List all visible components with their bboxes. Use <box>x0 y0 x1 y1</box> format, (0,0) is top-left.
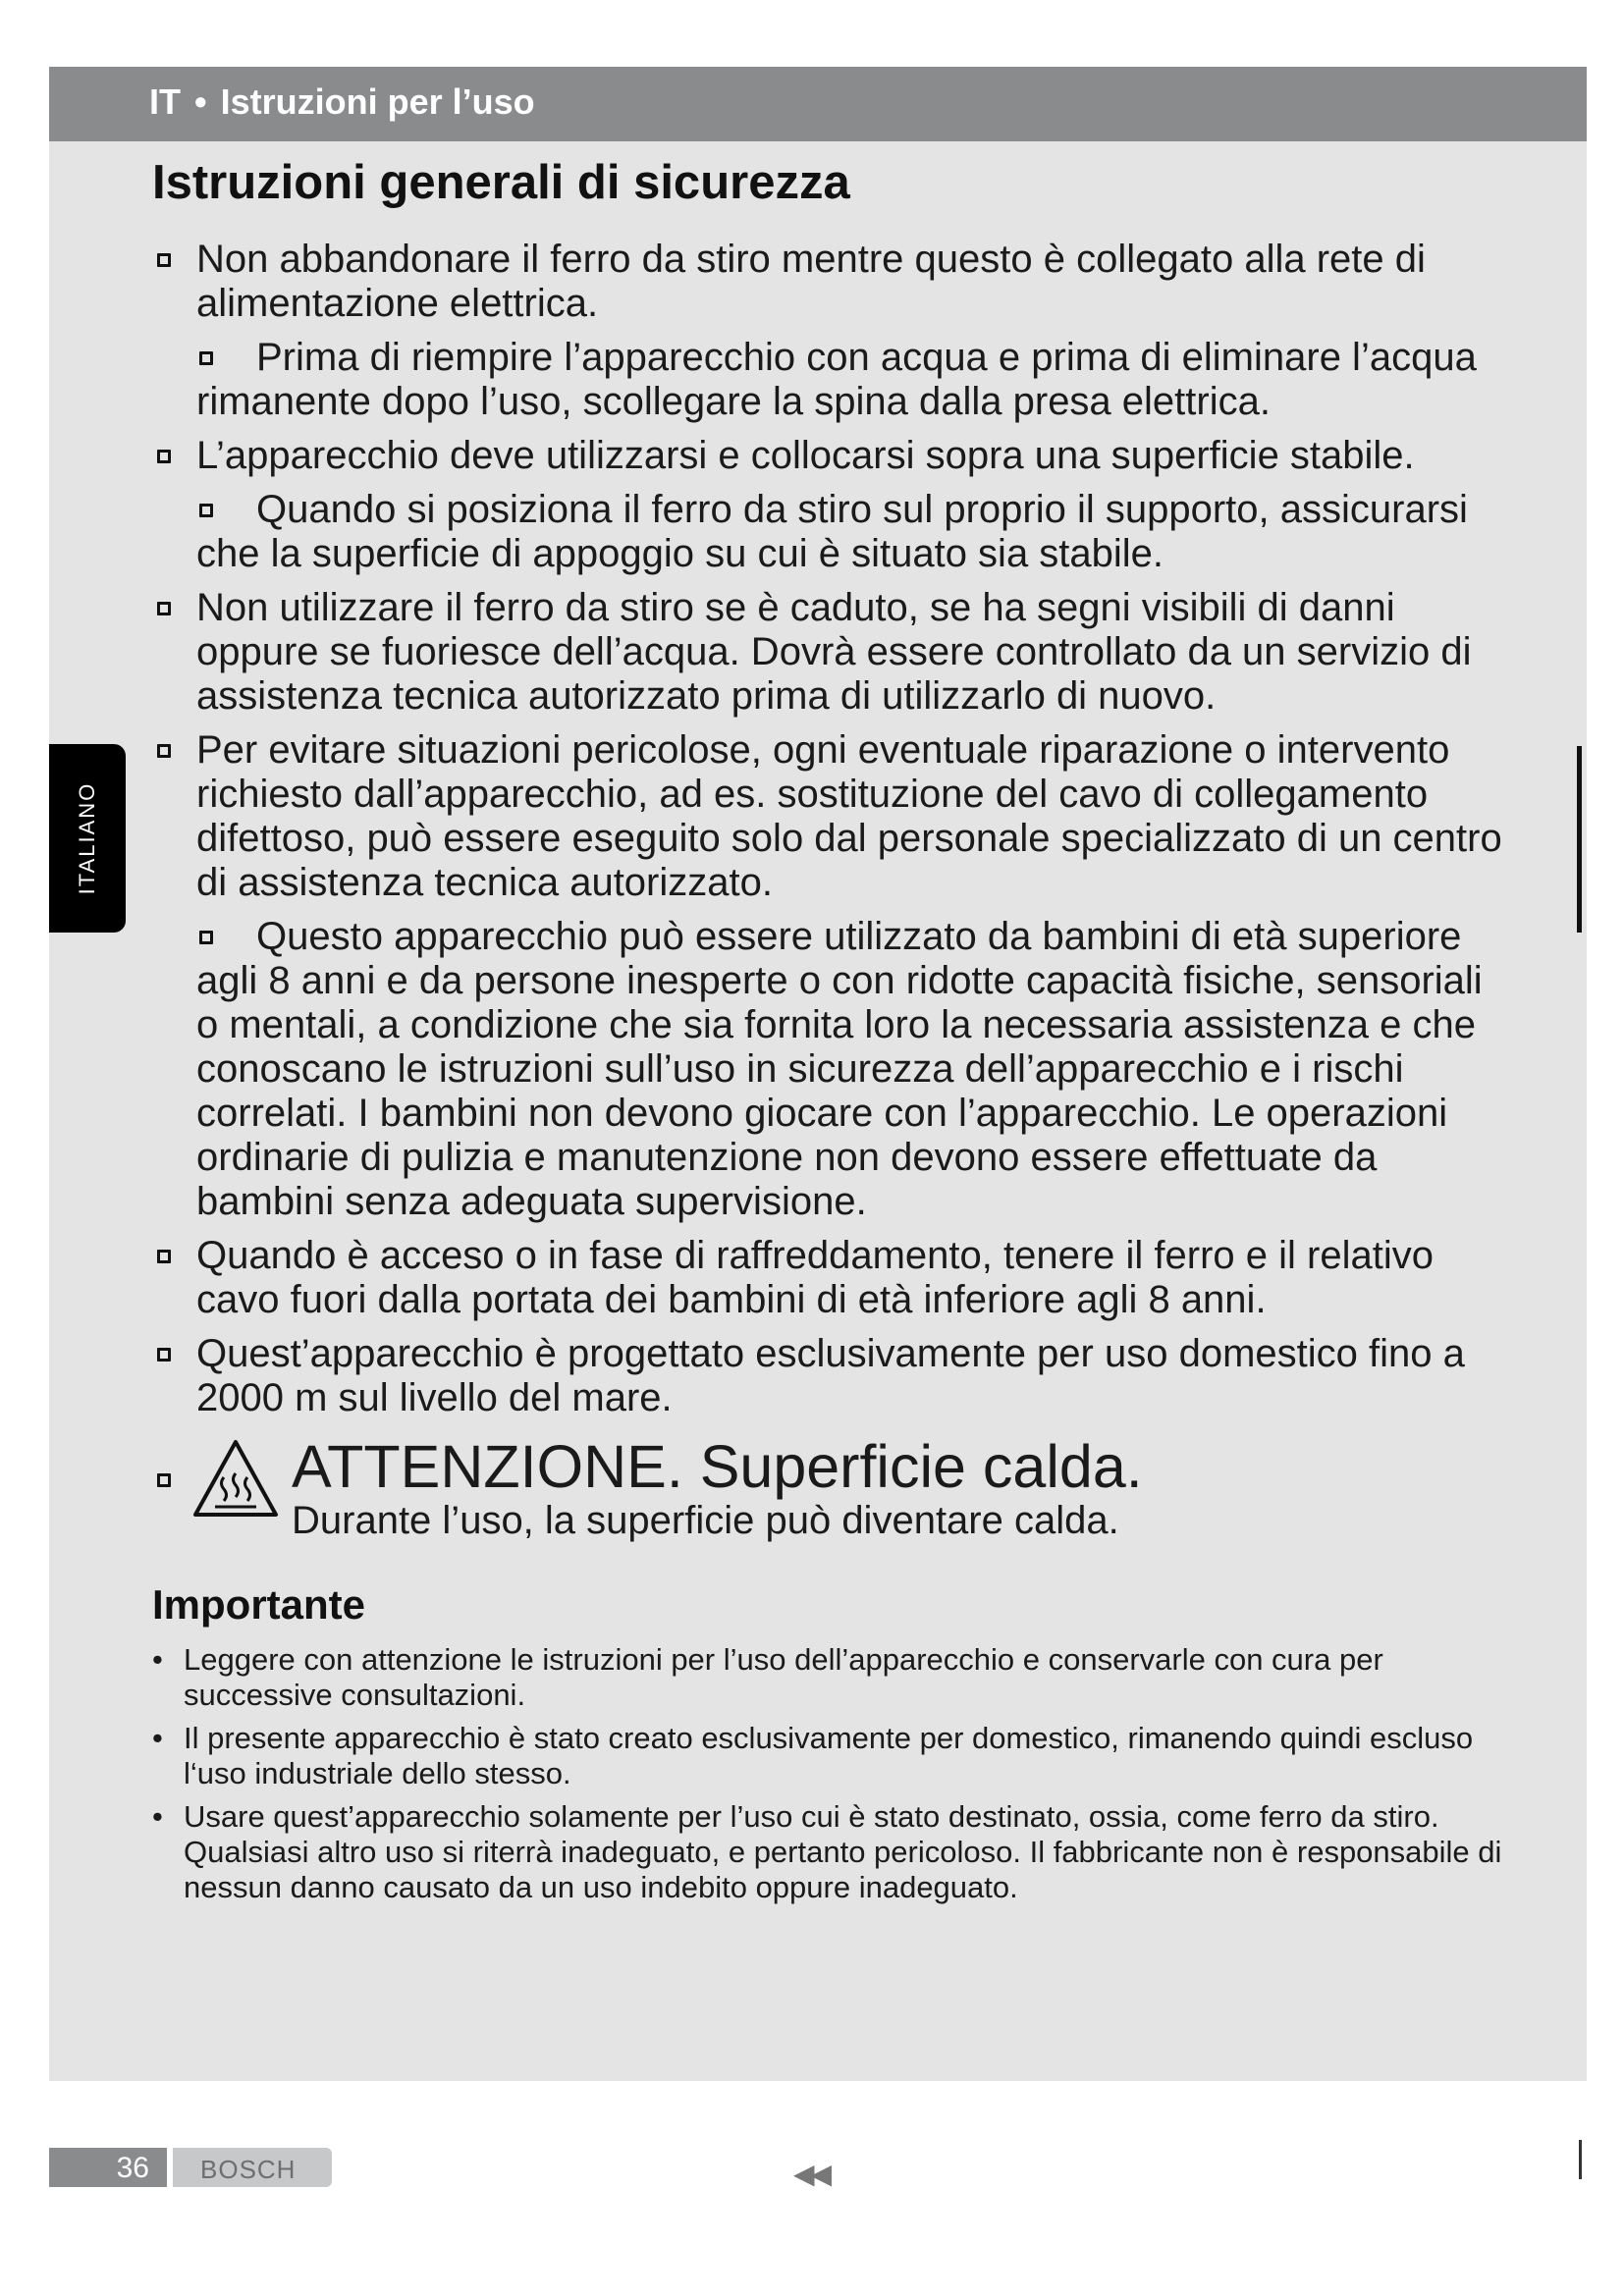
safety-item <box>152 488 1507 576</box>
checkbox-bullet-icon <box>199 351 213 365</box>
bullet-icon: • <box>152 1799 163 1834</box>
importante-item <box>152 1642 1507 1713</box>
importante-item-text: Leggere con attenzione le istruzioni per l’uso dell’apparecchio e conservarle con cura per successive consultazioni. <box>184 1642 1383 1712</box>
main-content <box>152 155 1507 1913</box>
importante-item-text: Usare quest’apparecchio solamente per l’uso cui è stato destinato, ossia, come ferro da stiro. Qualsiasi altro uso si riterrà inadeguato, e pertanto pericoloso. Il fabbricante non è responsabile di nessun danno causato da un uso indebito oppure inadeguato. <box>184 1799 1502 1904</box>
safety-item-text: L’apparecchio deve utilizzarsi e collocarsi sopra una superficie stabile. <box>196 434 1415 477</box>
checkbox-bullet-icon <box>157 253 171 267</box>
safety-item <box>152 1332 1507 1420</box>
right-edge-marker-bottom <box>1579 2140 1582 2179</box>
bullet-icon: • <box>152 1642 163 1677</box>
language-side-tab <box>49 744 126 933</box>
header-doc-title: Istruzioni per l’uso <box>220 81 535 122</box>
safety-item <box>152 434 1507 478</box>
hot-surface-warning-icon <box>191 1438 280 1519</box>
safety-item <box>152 728 1507 905</box>
safety-item-text: Per evitare situazioni pericolose, ogni eventuale riparazione o intervento richiesto dall’apparecchio, ad es. sostituzione del cavo di collegamento difettoso, può essere eseguito solo dal personale specializzato di un centro di assistenza tecnica autorizzato. <box>196 728 1502 904</box>
checkbox-bullet-icon <box>157 1473 171 1487</box>
importante-item-text: Il presente apparecchio è stato creato esclusivamente per domestico, rimanendo quindi escluso l‘uso industriale dello stesso. <box>184 1721 1474 1790</box>
safety-item <box>152 238 1507 326</box>
hot-surface-warning <box>152 1434 1507 1550</box>
previous-page-icon[interactable]: ◀◀ <box>793 2159 829 2189</box>
checkbox-bullet-icon <box>157 1250 171 1263</box>
importante-list <box>152 1642 1507 1905</box>
checkbox-bullet-icon <box>199 931 213 944</box>
checkbox-bullet-icon <box>157 602 171 615</box>
warning-text: Durante l’uso, la superficie può diventare calda. <box>292 1499 1119 1542</box>
bullet-icon: • <box>152 1721 163 1755</box>
safety-item <box>152 586 1507 719</box>
safety-item-text: Non utilizzare il ferro da stiro se è caduto, se ha segni visibili di danni oppure se fuoriesce dell’acqua. Dovrà essere controllato da un servizio di assistenza tecnica autorizzato prima di utilizzarlo di nuovo. <box>196 586 1472 718</box>
importante-item <box>152 1799 1507 1905</box>
warning-title: ATTENZIONE. Superficie calda. <box>292 1433 1143 1500</box>
page-header <box>49 67 1587 141</box>
header-lang-code: IT <box>149 81 181 122</box>
checkbox-bullet-icon <box>157 1348 171 1362</box>
brand-tab <box>173 2148 332 2187</box>
safety-item-text: Questo apparecchio può essere utilizzato da bambini di età superiore agli 8 anni e da persone inesperte o con ridotte capacità fisiche, sensoriali o mentali, a condizione che sia fornita loro la necessaria assistenza e che conoscano le istruzioni sull’uso in sicurezza dell’apparecchio e i rischi correlati. I bambini non devono giocare con l’apparecchio. Le operazioni ordinarie di pulizia e manutenzione non devono essere effettuate da bambini senza adeguata supervisione. <box>196 915 1483 1223</box>
checkbox-bullet-icon <box>199 504 213 517</box>
page-number: 36 <box>116 2152 149 2184</box>
safety-item-text: Quest’apparecchio è progettato esclusivamente per uso domestico fino a 2000 m sul livello del mare. <box>196 1332 1465 1419</box>
safety-item <box>152 915 1507 1224</box>
header-title <box>149 81 535 123</box>
safety-item-text: Prima di riempire l’apparecchio con acqua e prima di eliminare l’acqua rimanente dopo l’uso, scollegare la spina dalla presa elettrica. <box>196 336 1477 423</box>
header-separator: • <box>194 81 207 122</box>
right-edge-marker <box>1577 746 1582 933</box>
safety-item <box>152 336 1507 424</box>
safety-item <box>152 1234 1507 1322</box>
safety-item-text: Non abbandonare il ferro da stiro mentre questo è collegato alla rete di alimentazione elettrica. <box>196 238 1426 325</box>
safety-list <box>152 238 1507 1420</box>
brand-label: BOSCH <box>200 2155 297 2184</box>
importante-title: Importante <box>152 1581 366 1628</box>
side-tab-label: ITALIANO <box>75 781 99 895</box>
section-title: Istruzioni generali di sicurezza <box>152 156 850 209</box>
safety-item-text: Quando si posiziona il ferro da stiro sul proprio il supporto, assicurarsi che la superficie di appoggio su cui è situato sia stabile. <box>196 488 1468 575</box>
page-number-tab <box>49 2148 167 2187</box>
importante-item <box>152 1721 1507 1791</box>
safety-item-text: Quando è acceso o in fase di raffreddamento, tenere il ferro e il relativo cavo fuori dalla portata dei bambini di età inferiore agli 8 anni. <box>196 1234 1434 1321</box>
checkbox-bullet-icon <box>157 450 171 463</box>
checkbox-bullet-icon <box>157 744 171 758</box>
